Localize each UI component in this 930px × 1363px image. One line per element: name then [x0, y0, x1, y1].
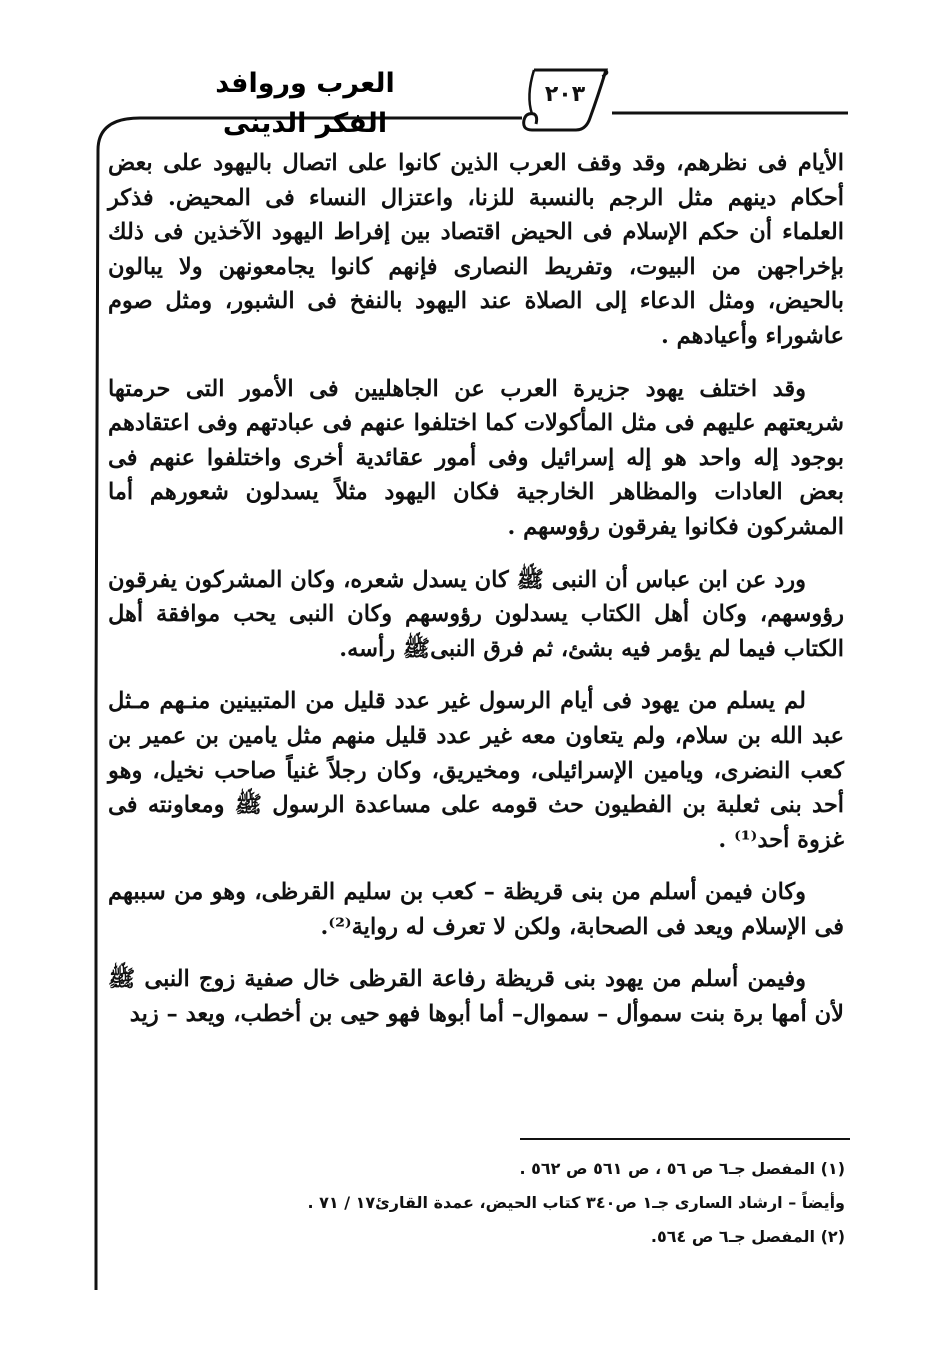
- paragraph: وفيمن أسلم من يهود بنى قريظة رفاعة القرظى خال صفية زوج النبى ﷺ لأن أمها برة بنت سموأل – سموال– أما أبوها فهو حيى بن أخطب، ويعد – زيد: [108, 966, 844, 1028]
- footnote-divider: [520, 1138, 850, 1140]
- paragraph: وقد اختلف يهود جزيرة العرب عن الجاهليين فى الأمور التى حرمتها شريعتهم عليهم فى مثل المأكولات كما اختلفوا عنهم فى عبادتهم وفى اعتقادهم بوجود إله واحد هو إله إسرائيل وفى أمور عقائدية أخرى واختلفوا عنهم فى بعض العادات والمظاهر الخارجية فكان اليهود مثلاً يسدلون شعورهم أما المشركون فكانوا يفرقون رؤوسهم .: [108, 375, 844, 540]
- paragraph: لم يسلم من يهود فى أيام الرسول غير عدد قليل من المتبينين منـهم مـثل عبد الله بن سلام، ولم يتعاون معه غير عدد قليل منهم مثل يامين بن عمير بن كعب النضرى، ويامين الإسرائيلى، ومخيريق، وكان رجلاً غنياً صاحب نخيل، وهو أحد بنى ثعلبة بن الفطيون حث قومه على مساعدة الرسول ﷺ ومعاونته فى غزوة أحد⁽¹⁾ .: [108, 688, 844, 853]
- footnote: وأيضاً – ارشاد السارى جـ١ ص٣٤٠ كتاب الحيض، عمدة القارئ١٧ / ٧١ .: [307, 1193, 845, 1212]
- footnote: (١) المفصل جـ٦ ص ٥٦ ، ص ٥٦١ ص ٥٦٢ .: [519, 1159, 845, 1178]
- paragraph: وكان فيمن أسلم من بنى قريظة – كعب بن سليم القرظى، وهو من سببهم فى الإسلام ويعد فى الصحابة، ولكن لا تعرف له رواية⁽²⁾.: [108, 879, 844, 940]
- body-text: [108, 146, 844, 1050]
- paragraph: ورد عن ابن عباس أن النبى ﷺ كان يسدل شعره، وكان المشركون يفرقون رؤوسهم، وكان أهل الكتاب يسدلون رؤوسهم وكان النبى يحب موافقة أهل الكتاب فيما لم يؤمر فيه بشئ، ثم فرق النبىﷺ رأسه.: [108, 566, 844, 662]
- page-number: ٢٠٣: [544, 82, 586, 107]
- paragraph: الأيام فى نظرهم، وقد وقف العرب الذين كانوا على اتصال باليهود على بعض أحكام دينهم مثل الرجم بالنسبة للزنا، واعتزال النساء فى المحيض. فذكر العلماء أن حكم الإسلام فى الحيض اقتصاد بين إفراط اليهود الآخذين فى ذلك بإخراجهن من البيوت، وتفريط النصارى فإنهم كانوا يجامعونهن ولا يبالون بالحيض، ومثل الدعاء إلى الصلاة عند اليهود بالنفخ فى الشبور، ومثل صوم عاشوراء وأعيادهم .: [108, 150, 844, 349]
- running-title: العرب وروافد الفكر الدينى: [215, 68, 395, 139]
- footnotes: [300, 1152, 845, 1254]
- footnote: (٢) المفصل جـ٦ ص ٥٦٤.: [650, 1227, 845, 1246]
